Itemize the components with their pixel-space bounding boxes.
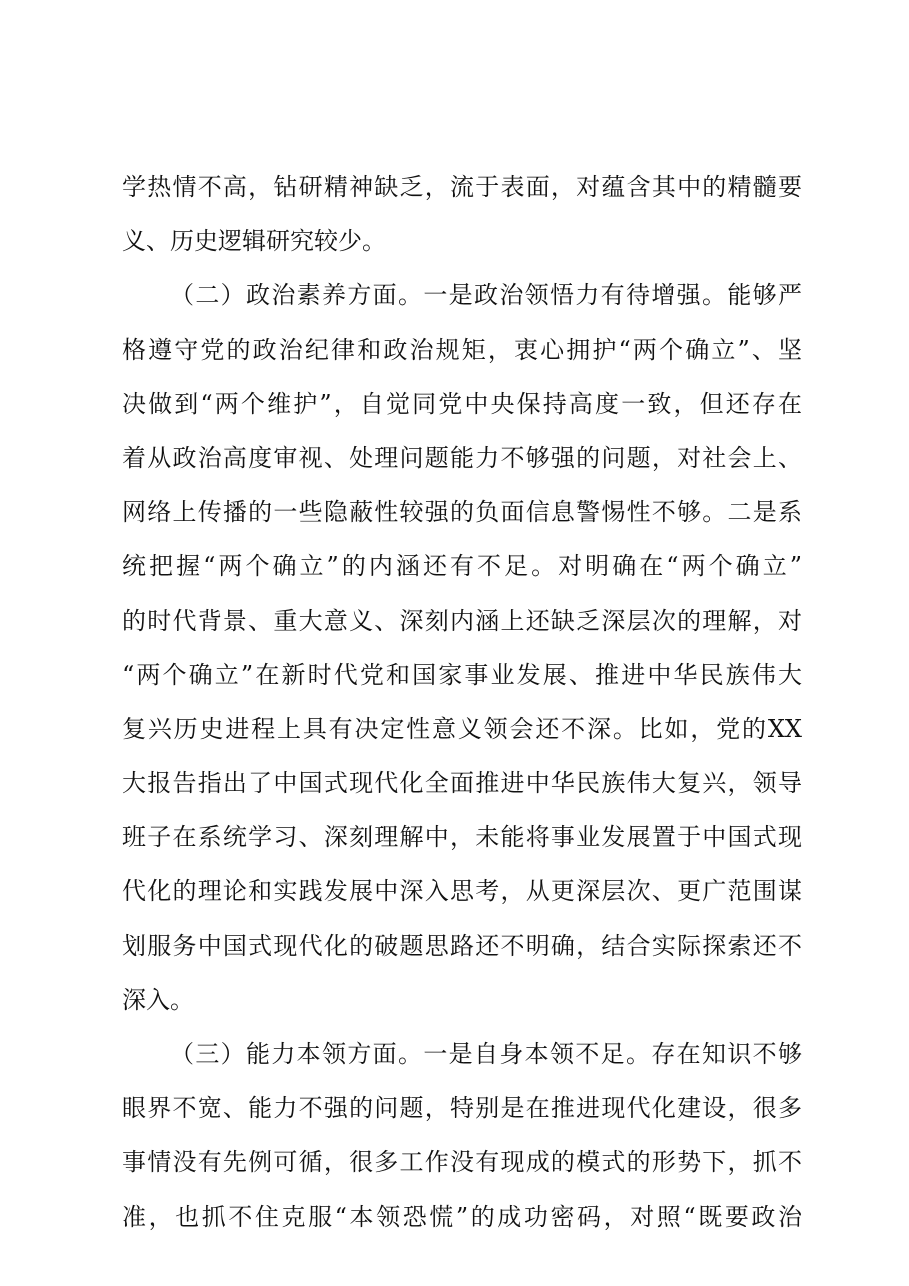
text-line-18: 眼界不宽、能力不强的问题，特别是在推进现代化建设，很多 [122,1094,802,1123]
text-line-11: 复兴历史进程上具有决定性意义领会还不深。比如，党的XX [122,714,802,743]
text-line-13: 班子在系统学习、深刻理解中，未能将事业发展置于中国式现 [122,823,802,852]
text-line-16: 深入。 [122,985,194,1014]
text-line-19: 事情没有先例可循，很多工作没有现成的模式的形势下，抓不 [122,1148,802,1177]
document-body [122,160,802,1244]
text-line-5: 决做到“两个维护”，自觉同党中央保持高度一致，但还存在 [122,389,802,418]
text-line-4: 格遵守党的政治纪律和政治规矩，衷心拥护“两个确立”、坚 [122,335,802,364]
text-line-15: 划服务中国式现代化的破题思路还不明确，结合实际探索还不 [122,931,802,960]
text-line-14: 代化的理论和实践发展中深入思考，从更深层次、更广范围谋 [122,877,802,906]
text-line-10: “两个确立”在新时代党和国家事业发展、推进中华民族伟大 [122,660,802,689]
paragraph-heading-political-literacy: （二）政治素养方面。一是政治领悟力有待增强。能够严 [170,281,802,310]
text-line-1: 学热情不高，钻研精神缺乏，流于表面，对蕴含其中的精髓要 [122,173,802,201]
text-line-7: 网络上传播的一些隐蔽性较强的负面信息警惕性不够。二是系 [122,498,802,527]
text-line-6: 着从政治高度审视、处理问题能力不够强的问题，对社会上、 [122,443,802,472]
text-line-12: 大报告指出了中国式现代化全面推进中华民族伟大复兴，领导 [122,769,802,798]
text-line-8: 统把握“两个确立”的内涵还有不足。对明确在“两个确立” [122,552,802,581]
paragraph-heading-ability: （三）能力本领方面。一是自身本领不足。存在知识不够 [170,1040,802,1068]
text-line-2: 义、历史逻辑研究较少。 [122,227,386,256]
text-line-9: 的时代背景、重大意义、深刻内涵上还缺乏深层次的理解，对 [122,606,802,635]
text-line-20: 准，也抓不住克服“本领恐慌”的成功密码，对照“既要政治 [122,1202,802,1231]
